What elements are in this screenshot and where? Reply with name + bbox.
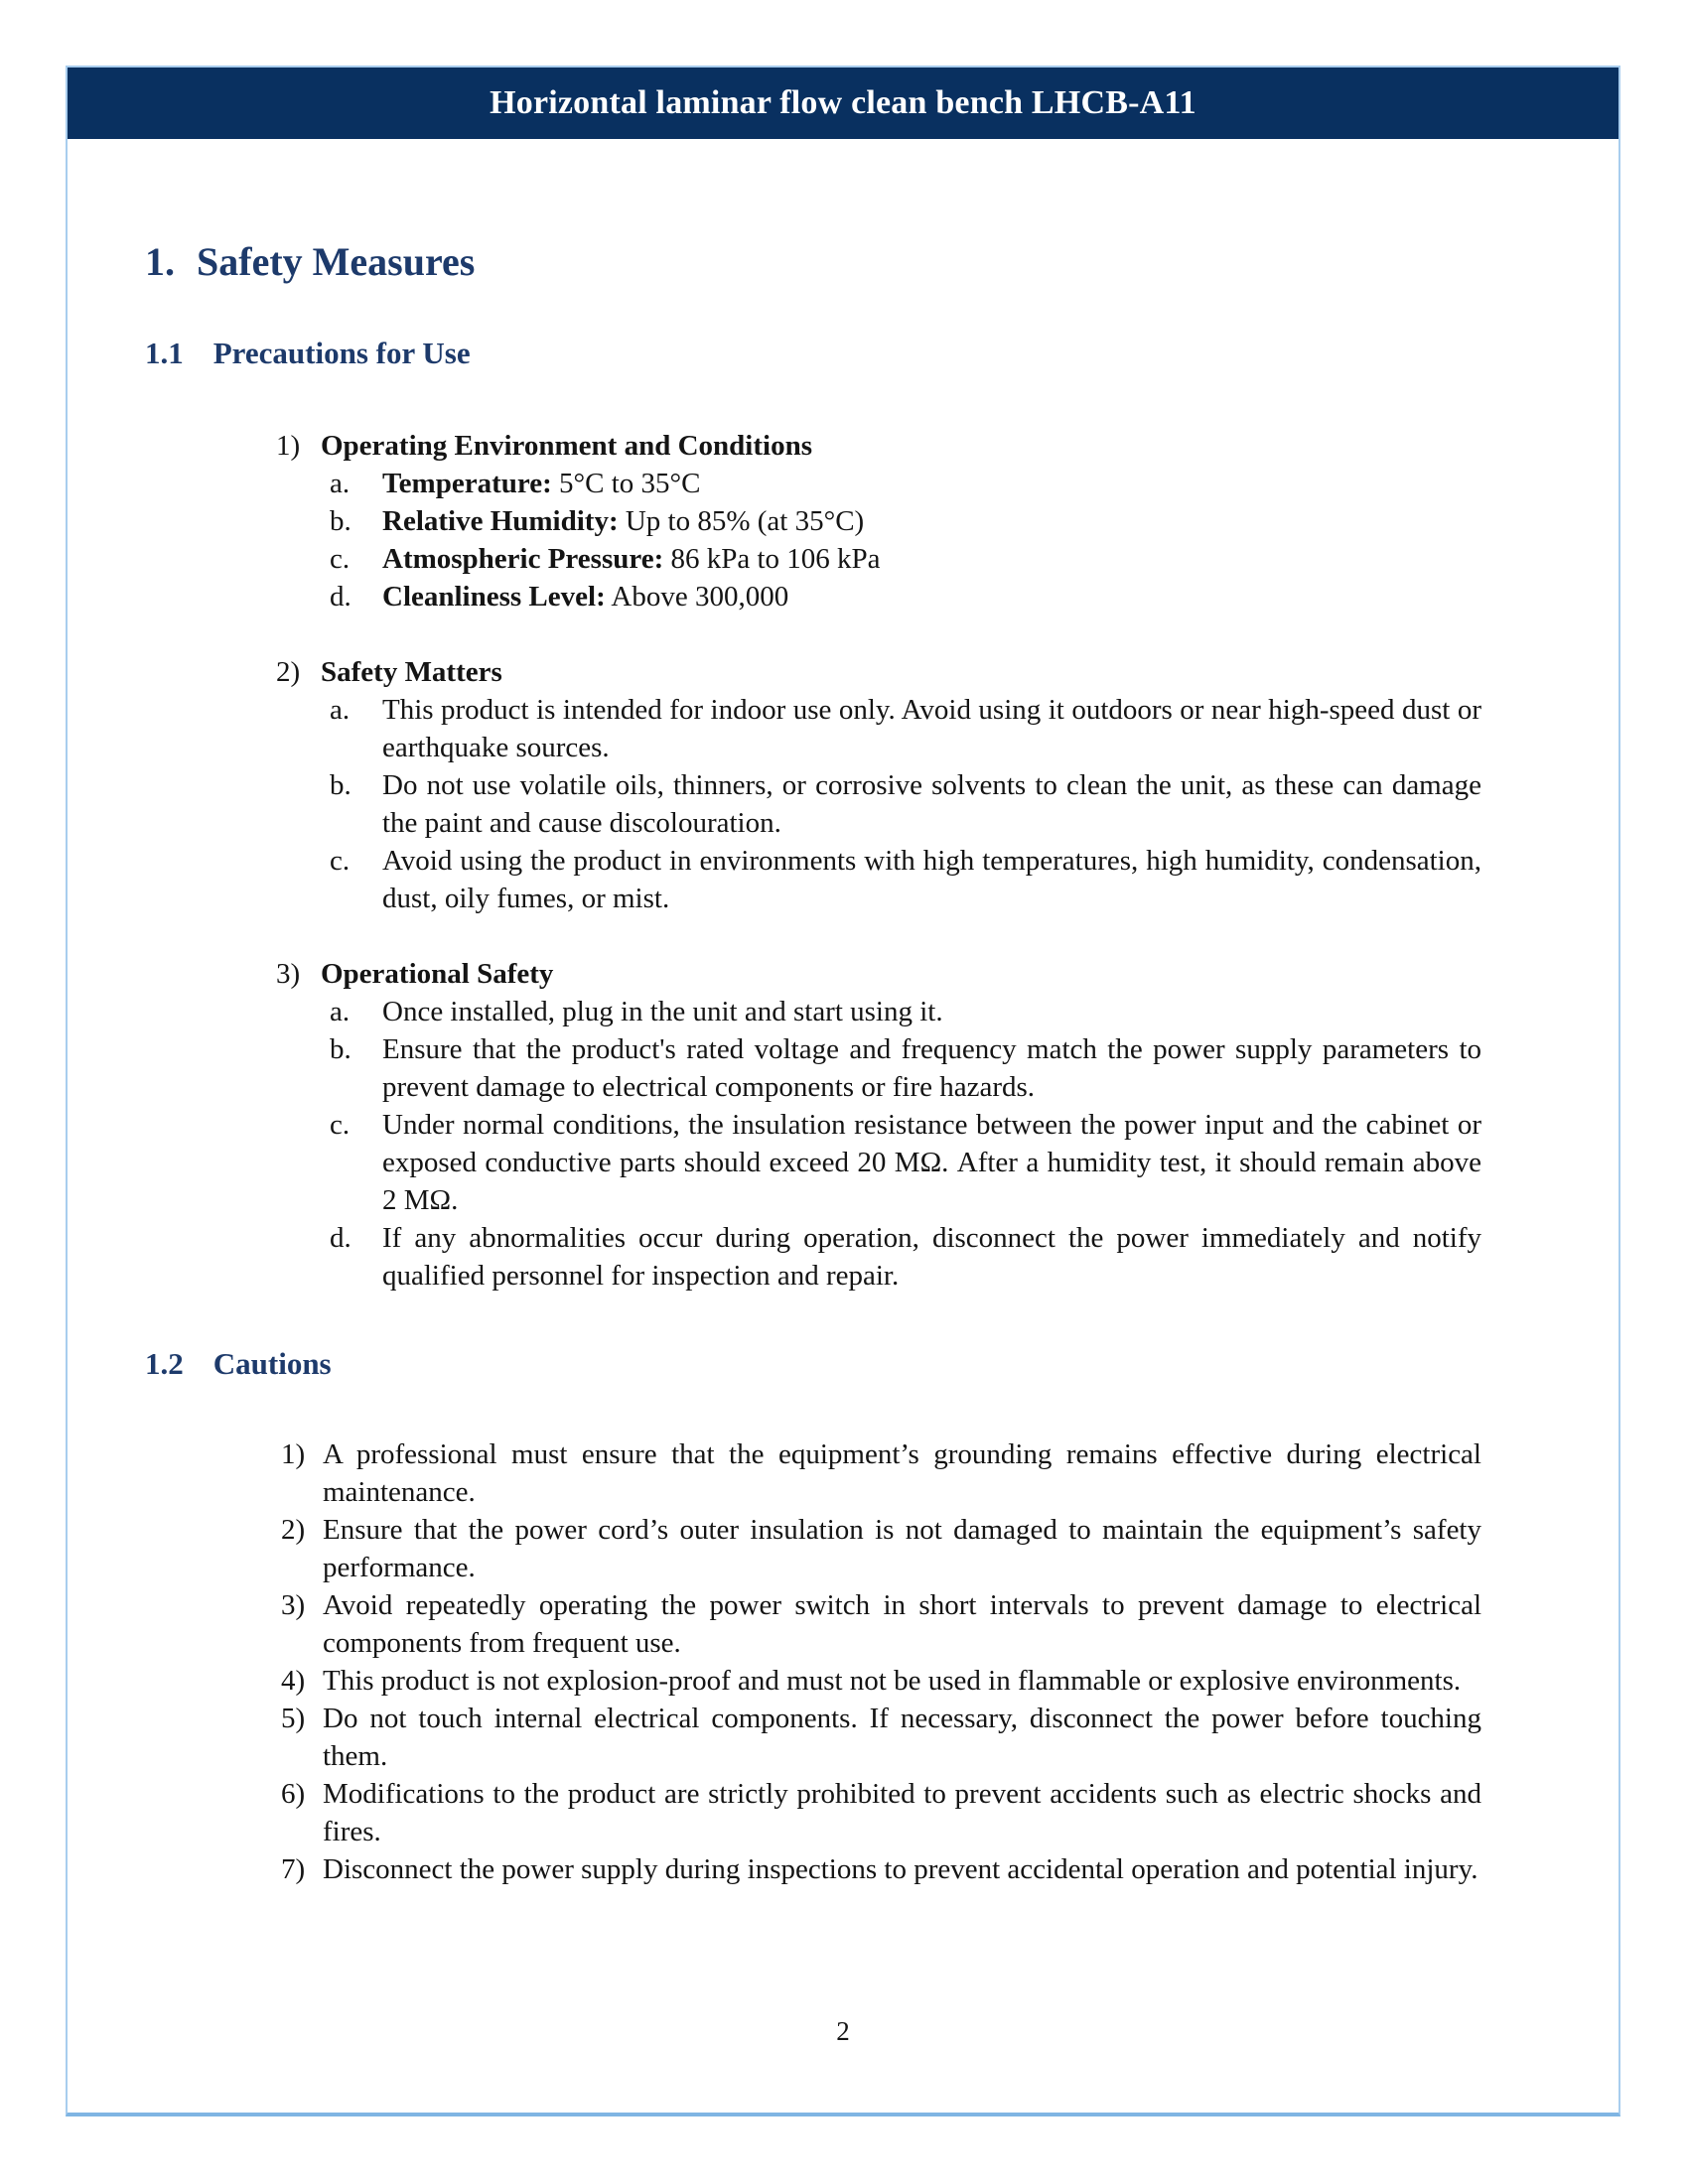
list-item bbox=[330, 691, 1481, 766]
list-marker: 2) bbox=[276, 656, 301, 688]
list-item bbox=[281, 1435, 1481, 1511]
list-marker: 4) bbox=[281, 1665, 306, 1697]
group-title: Operational Safety bbox=[321, 958, 554, 990]
sub-item-list bbox=[276, 465, 1481, 615]
list-item bbox=[330, 766, 1481, 842]
list-item bbox=[330, 540, 1481, 578]
section-number: 1. bbox=[145, 239, 175, 284]
list-item bbox=[281, 1850, 1481, 1888]
list-item bbox=[281, 1775, 1481, 1850]
list-item bbox=[281, 1511, 1481, 1586]
list-item-text bbox=[382, 465, 1481, 502]
list-marker: d. bbox=[330, 581, 352, 613]
subsection-title: Precautions for Use bbox=[212, 336, 471, 370]
page-number: 2 bbox=[836, 2016, 850, 2046]
cautions-list bbox=[281, 1435, 1481, 1888]
subsection-number: 1.2 bbox=[145, 1346, 184, 1381]
list-item-text: Do not touch internal electrical components. If necessary, disconnect the power before touching them. bbox=[323, 1703, 1481, 1772]
document-page bbox=[66, 66, 1620, 2116]
list-item bbox=[330, 578, 1481, 615]
page-content bbox=[68, 240, 1618, 1888]
item-value: Above 300,000 bbox=[611, 581, 789, 613]
list-marker: 3) bbox=[276, 958, 301, 990]
list-item bbox=[330, 465, 1481, 502]
item-value: 5°C to 35°C bbox=[559, 468, 701, 499]
list-item-text: This product is not explosion-proof and must not be used in flammable or explosive environments. bbox=[323, 1665, 1462, 1697]
group-title: Operating Environment and Conditions bbox=[321, 430, 812, 462]
item-label: Cleanliness Level: bbox=[382, 581, 606, 613]
item-value: 86 kPa to 106 kPa bbox=[670, 543, 881, 575]
list-marker: 1) bbox=[281, 1438, 306, 1470]
list-marker: 3) bbox=[281, 1589, 306, 1621]
list-item-text: This product is intended for indoor use only. Avoid using it outdoors or near high-speed dust or earthquake sources. bbox=[382, 694, 1481, 763]
list-item-text: Do not use volatile oils, thinners, or corrosive solvents to clean the unit, as these can damage the paint and cause discolouration. bbox=[382, 769, 1481, 839]
document-title: Horizontal laminar flow clean bench LHCB-A11 bbox=[490, 84, 1196, 121]
list-item bbox=[330, 1106, 1481, 1219]
list-item-text bbox=[382, 578, 1481, 615]
list-item-text bbox=[382, 540, 1481, 578]
list-item-text: If any abnormalities occur during operation, disconnect the power immediately and notify qualified personnel for inspection and repair. bbox=[382, 1222, 1481, 1292]
list-item-text: Under normal conditions, the insulation resistance between the power input and the cabinet or exposed conductive parts should exceed 20 MΩ. After a humidity test, it should remain above 2 MΩ. bbox=[382, 1109, 1481, 1216]
list-group-operational-safety bbox=[276, 955, 1481, 1295]
list-item bbox=[330, 1030, 1481, 1106]
group-title-row bbox=[276, 427, 1481, 465]
list-marker: a. bbox=[330, 996, 351, 1027]
list-item bbox=[330, 993, 1481, 1030]
list-item-text: Modifications to the product are strictly prohibited to prevent accidents such as electric shocks and fires. bbox=[323, 1778, 1481, 1847]
item-label: Temperature: bbox=[382, 468, 552, 499]
list-marker: c. bbox=[330, 845, 351, 877]
list-item-text bbox=[382, 502, 1481, 540]
sub-item-list bbox=[276, 993, 1481, 1295]
list-marker: d. bbox=[330, 1222, 352, 1254]
list-item-text: Avoid repeatedly operating the power switch in short intervals to prevent damage to electrical components from frequent use. bbox=[323, 1589, 1481, 1659]
item-label: Atmospheric Pressure: bbox=[382, 543, 664, 575]
list-marker: 1) bbox=[276, 430, 301, 462]
list-group-operating-environment bbox=[276, 427, 1481, 615]
item-value: Up to 85% (at 35°C) bbox=[625, 505, 865, 537]
group-title-row bbox=[276, 955, 1481, 993]
section-title: Safety Measures bbox=[197, 239, 476, 284]
list-item bbox=[281, 1662, 1481, 1700]
list-item-text: Ensure that the power cord’s outer insulation is not damaged to maintain the equipment’s safety performance. bbox=[323, 1514, 1481, 1583]
group-title: Safety Matters bbox=[321, 656, 502, 688]
list-marker: 7) bbox=[281, 1853, 306, 1885]
list-item-text: Once installed, plug in the unit and start using it. bbox=[382, 996, 943, 1027]
subsection-heading-precautions bbox=[145, 336, 1481, 371]
section-heading-safety-measures bbox=[145, 240, 1481, 284]
list-marker: 6) bbox=[281, 1778, 306, 1810]
sub-item-list bbox=[276, 691, 1481, 917]
list-group-safety-matters bbox=[276, 653, 1481, 917]
list-item bbox=[281, 1586, 1481, 1662]
list-item-text: Avoid using the product in environments with high temperatures, high humidity, condensation, dust, oily fumes, or mist. bbox=[382, 845, 1481, 914]
list-item-text: Ensure that the product's rated voltage and frequency match the power supply parameters to prevent damage to electrical components or fire hazards. bbox=[382, 1033, 1481, 1103]
list-marker: b. bbox=[330, 769, 352, 801]
list-item bbox=[281, 1700, 1481, 1775]
list-marker: c. bbox=[330, 543, 351, 575]
list-marker: 2) bbox=[281, 1514, 306, 1546]
subsection-number: 1.1 bbox=[145, 336, 184, 370]
item-label: Relative Humidity: bbox=[382, 505, 619, 537]
list-item-text: Disconnect the power supply during inspections to prevent accidental operation and potential injury. bbox=[323, 1853, 1478, 1885]
list-item bbox=[330, 1219, 1481, 1295]
list-marker: 5) bbox=[281, 1703, 306, 1734]
list-marker: a. bbox=[330, 694, 351, 726]
list-item bbox=[330, 842, 1481, 917]
list-item bbox=[330, 502, 1481, 540]
subsection-title: Cautions bbox=[212, 1346, 332, 1381]
document-header-bar bbox=[68, 68, 1618, 139]
list-item-text: A professional must ensure that the equipment’s grounding remains effective during electrical maintenance. bbox=[323, 1438, 1481, 1508]
list-marker: b. bbox=[330, 1033, 352, 1065]
list-marker: a. bbox=[330, 468, 351, 499]
list-marker: c. bbox=[330, 1109, 351, 1141]
list-marker: b. bbox=[330, 505, 352, 537]
group-title-row bbox=[276, 653, 1481, 691]
subsection-heading-cautions bbox=[145, 1346, 1481, 1382]
